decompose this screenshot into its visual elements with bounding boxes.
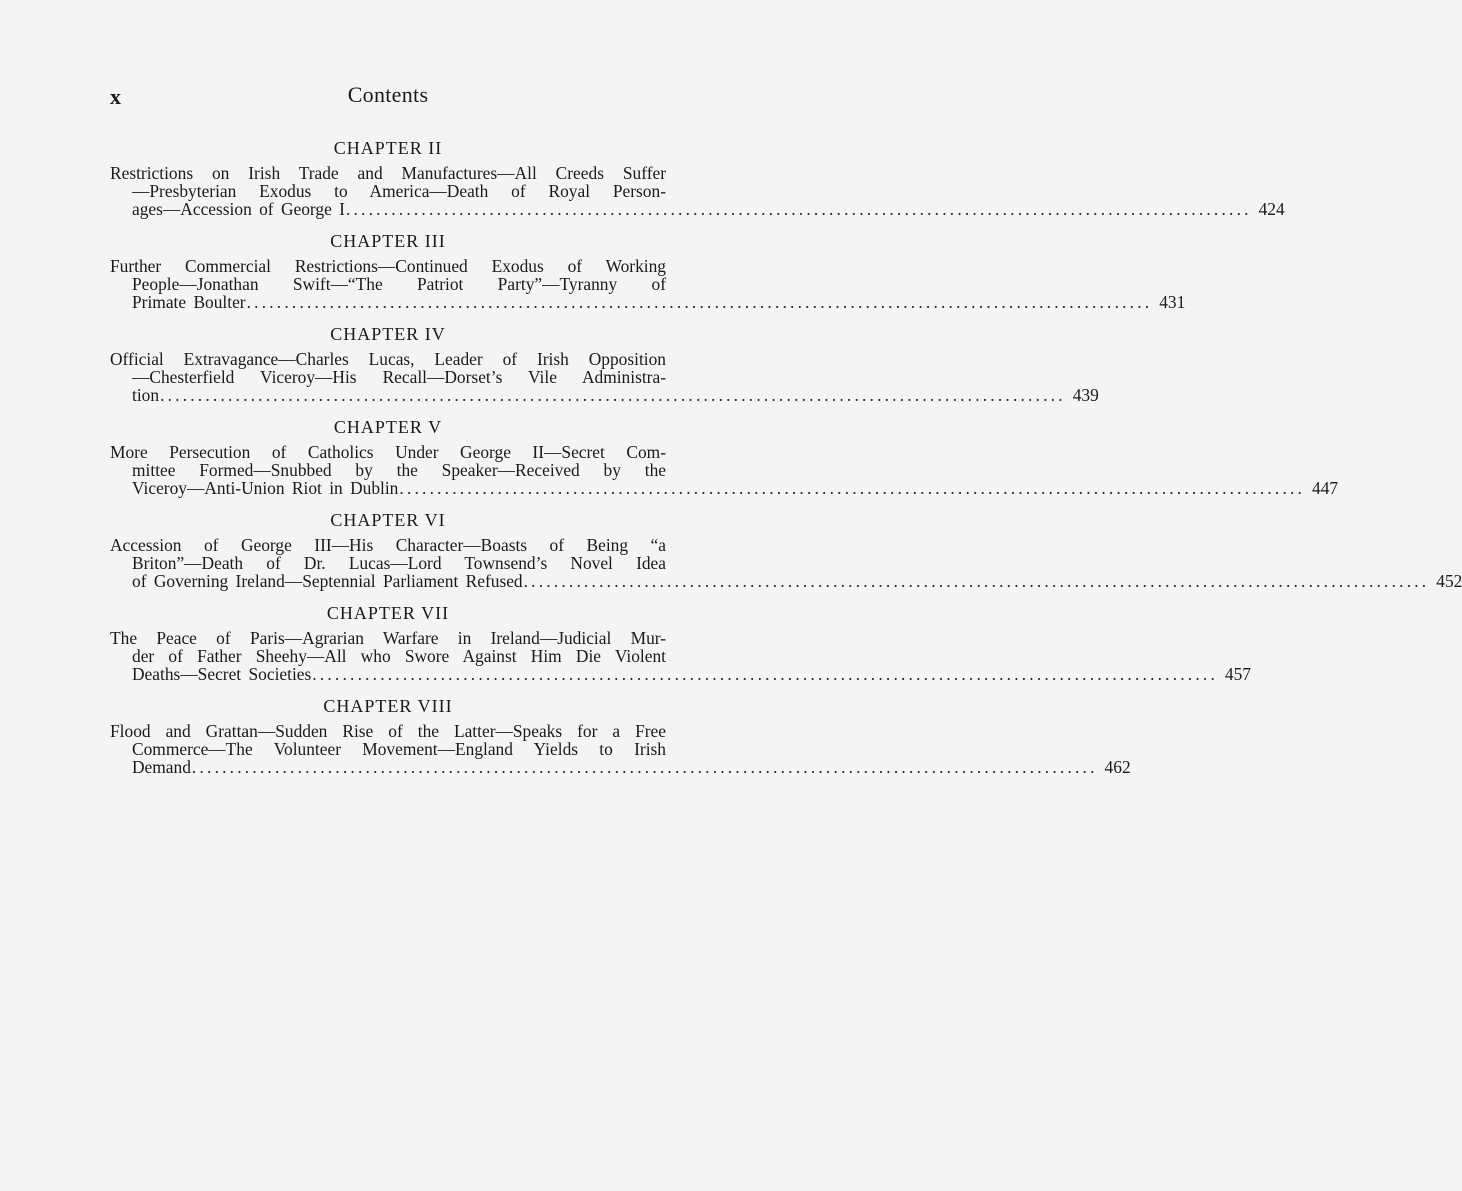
toc-chapter — [110, 694, 1131, 777]
entry-text-line: ages—Accession of George I — [132, 199, 345, 219]
toc-entry — [110, 256, 1186, 312]
entry-text-line: The Peace of Paris—Agrarian Warfare in Ireland—Judicial Mur- — [110, 628, 666, 648]
toc-entry — [110, 442, 1339, 498]
toc-chapter — [110, 508, 1462, 591]
entry-final-line — [110, 571, 1462, 591]
entry-text-line: Deaths—Secret Societies — [132, 664, 312, 684]
toc-chapter — [110, 415, 1339, 498]
entry-text-line: Restrictions on Irish Trade and Manufactures—All Creeds Suffer — [110, 163, 666, 183]
entry-text-line: Further Commercial Restrictions—Continued Exodus of Working — [110, 256, 666, 276]
toc-entry — [110, 628, 1251, 684]
entry-text-line: Official Extravagance—Charles Lucas, Leader of Irish Opposition — [110, 349, 666, 369]
dot-leader: ........................................................................................................................ — [523, 571, 1430, 591]
page-reference: 452 — [1436, 571, 1462, 591]
page-reference: 447 — [1312, 478, 1339, 498]
toc-entry — [110, 721, 1131, 777]
chapter-heading: CHAPTER VI — [330, 510, 446, 530]
entry-final-line — [110, 199, 1285, 219]
entry-text-line: Primate Boulter — [132, 292, 246, 312]
chapter-heading: CHAPTER VII — [326, 603, 450, 623]
entry-text-line: tion — [132, 385, 160, 405]
chapter-heading: CHAPTER IV — [330, 324, 446, 344]
chapter-heading: CHAPTER VIII — [323, 696, 453, 716]
entry-text-line: Commerce—The Volunteer Movement—England Yields to Irish — [132, 739, 666, 759]
chapter-heading: CHAPTER III — [330, 231, 446, 251]
page-reference: 439 — [1072, 385, 1099, 405]
toc-chapter — [110, 136, 1285, 219]
entry-final-line — [110, 757, 1131, 777]
toc-chapter — [110, 229, 1186, 312]
entry-text-line: mittee Formed—Snubbed by the Speaker—Received by the — [132, 460, 666, 480]
page-number: x — [110, 84, 121, 109]
entry-text-line: —Presbyterian Exodus to America—Death of Royal Person- — [132, 181, 666, 201]
page-reference: 424 — [1258, 199, 1285, 219]
entry-final-line — [110, 385, 1099, 405]
entry-text-line: Demand — [132, 757, 191, 777]
table-of-contents — [110, 136, 1462, 787]
entry-text-line: of Governing Ireland—Septennial Parliament Refused — [132, 571, 523, 591]
chapter-heading: CHAPTER II — [333, 138, 443, 158]
page-reference: 457 — [1224, 664, 1251, 684]
toc-entry — [110, 349, 1099, 405]
page-reference: 462 — [1104, 757, 1131, 777]
entry-text-line: Accession of George III—His Character—Boasts of Being “a — [110, 535, 666, 555]
entry-text-line: Viceroy—Anti-Union Riot in Dublin — [132, 478, 399, 498]
entry-text-line: der of Father Sheehy—All who Swore Against Him Die Violent — [132, 646, 666, 666]
dot-leader: ........................................................................................................................ — [191, 757, 1098, 777]
entry-text-line: More Persecution of Catholics Under George II—Secret Com- — [110, 442, 666, 462]
chapter-heading: CHAPTER V — [333, 417, 443, 437]
page-reference: 431 — [1159, 292, 1186, 312]
toc-entry — [110, 535, 1462, 591]
page-header — [110, 82, 666, 114]
dot-leader: ........................................................................................................................ — [345, 199, 1252, 219]
dot-leader: ........................................................................................................................ — [246, 292, 1153, 312]
entry-text-line: —Chesterfield Viceroy—His Recall—Dorset’s Vile Administra- — [132, 367, 666, 387]
entry-final-line — [110, 478, 1339, 498]
dot-leader: ........................................................................................................................ — [160, 385, 1066, 405]
dot-leader: ........................................................................................................................ — [399, 478, 1306, 498]
entry-final-line — [110, 664, 1251, 684]
running-title: Contents — [347, 82, 429, 107]
dot-leader: ........................................................................................................................ — [312, 664, 1218, 684]
entry-text-line: Flood and Grattan—Sudden Rise of the Latter—Speaks for a Free — [110, 721, 666, 741]
entry-text-line: People—Jonathan Swift—“The Patriot Party”—Tyranny of — [132, 274, 666, 294]
toc-chapter — [110, 601, 1251, 684]
entry-final-line — [110, 292, 1186, 312]
entry-text-line: Briton”—Death of Dr. Lucas—Lord Townsend’s Novel Idea — [132, 553, 666, 573]
toc-entry — [110, 163, 1285, 219]
toc-chapter — [110, 322, 1099, 405]
